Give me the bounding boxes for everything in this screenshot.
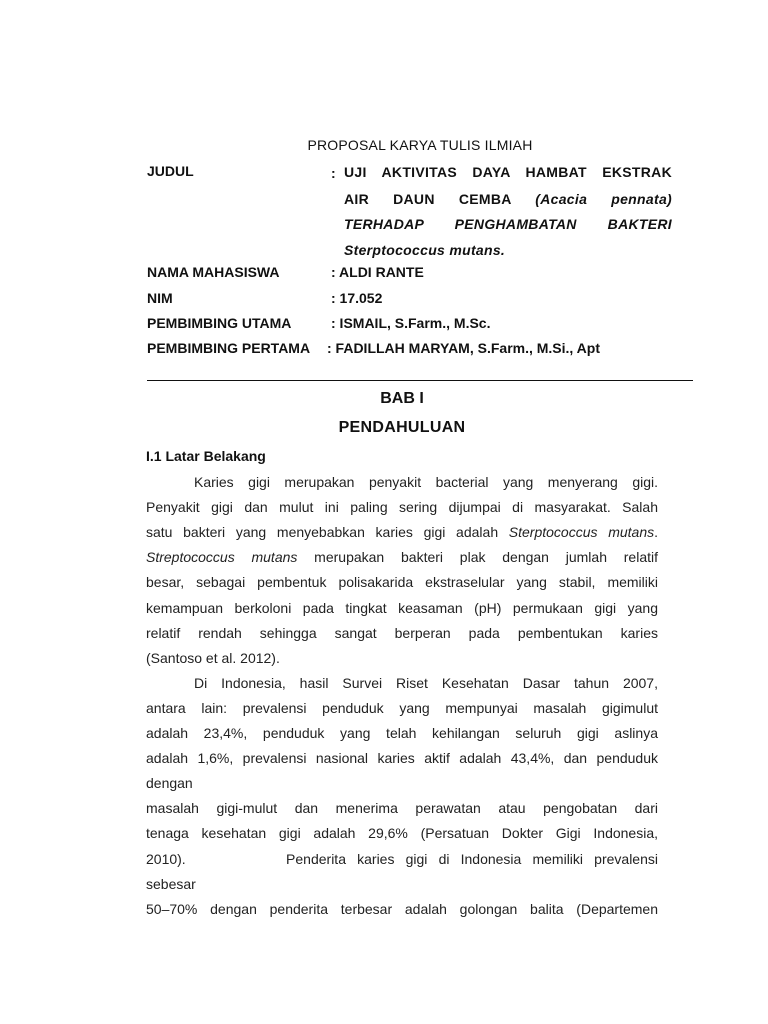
meta-value: : FADILLAH MARYAM, S.Farm., M.Si., Apt <box>327 340 601 356</box>
meta-label: PEMBIMBING UTAMA <box>147 315 292 331</box>
chapter-title: PENDAHULUAN <box>338 419 466 436</box>
document-title: PROPOSAL KARYA TULIS ILMIAH <box>307 137 533 153</box>
paragraph-line: 2010). Penderita karies gigi di Indonesia memiliki prevalensi <box>146 850 658 867</box>
line-text: satu bakteri yang menyebabkan karies gigi adalah <box>146 524 509 541</box>
paragraph-line: Di Indonesia, hasil Survei Riset Kesehatan Dasar tahun 2007, <box>194 674 658 691</box>
paragraph-line: antara lain: prevalensi penduduk yang mempunyai masalah gigimulut <box>146 699 658 716</box>
paragraph-line: besar, sebagai pembentuk polisakarida ekstraselular yang stabil, memiliki <box>146 574 658 591</box>
judul-line: UJI AKTIVITAS DAYA HAMBAT EKSTRAK <box>344 164 672 180</box>
judul-line: Sterptococcus mutans. <box>344 242 506 258</box>
horizontal-rule <box>147 380 693 381</box>
judul-latin-name: (Acacia pennata) <box>535 191 672 207</box>
paragraph-line: sebesar <box>146 875 196 892</box>
meta-value: : ISMAIL, S.Farm., M.Sc. <box>331 315 491 331</box>
meta-label: NAMA MAHASISWA <box>147 264 280 280</box>
species-name: Streptococcus mutans <box>146 549 298 566</box>
meta-label: NIM <box>147 290 173 306</box>
paragraph-line: 50–70% dengan penderita terbesar adalah golongan balita (Departemen <box>146 900 658 917</box>
paragraph-line: masalah gigi-mulut dan menerima perawatan atau pengobatan dari <box>146 800 658 817</box>
paragraph-line: (Santoso et al. 2012). <box>146 649 280 666</box>
section-heading: I.1 Latar Belakang <box>146 448 266 464</box>
chapter-number: BAB I <box>380 390 424 407</box>
meta-value: : 17.052 <box>331 290 383 306</box>
paragraph-line: Penyakit gigi dan mulut ini paling sering dijumpai di masyarakat. Salah <box>146 499 658 516</box>
paragraph-line: tenaga kesehatan gigi adalah 29,6% (Persatuan Dokter Gigi Indonesia, <box>146 825 658 842</box>
judul-line <box>344 191 672 207</box>
judul-colon: : <box>331 165 336 181</box>
judul-text: AIR DAUN CEMBA <box>344 191 536 207</box>
paragraph-line <box>146 524 658 540</box>
paragraph-line: dengan <box>146 775 193 792</box>
paragraph-line <box>146 549 658 565</box>
line-text: . <box>654 524 658 541</box>
paragraph-line: Karies gigi merupakan penyakit bacterial yang menyerang gigi. <box>194 474 658 490</box>
judul-line: TERHADAP PENGHAMBATAN BAKTERI <box>344 216 672 232</box>
paragraph-line: adalah 23,4%, penduduk yang telah kehilangan seluruh gigi aslinya <box>146 725 658 741</box>
paragraph-line: kemampuan berkoloni pada tingkat keasaman (pH) permukaan gigi yang <box>146 599 658 616</box>
judul-label: JUDUL <box>147 163 194 179</box>
meta-value: : ALDI RANTE <box>331 264 424 280</box>
paragraph-line: relatif rendah sehingga sangat berperan pada pembentukan karies <box>146 624 658 641</box>
line-text: merupakan bakteri plak dengan jumlah relatif <box>297 549 658 566</box>
meta-label: PEMBIMBING PERTAMA <box>147 340 311 356</box>
species-name: Sterptococcus mutans <box>508 524 655 541</box>
paragraph-line: adalah 1,6%, prevalensi nasional karies aktif adalah 43,4%, dan penduduk <box>146 750 658 767</box>
